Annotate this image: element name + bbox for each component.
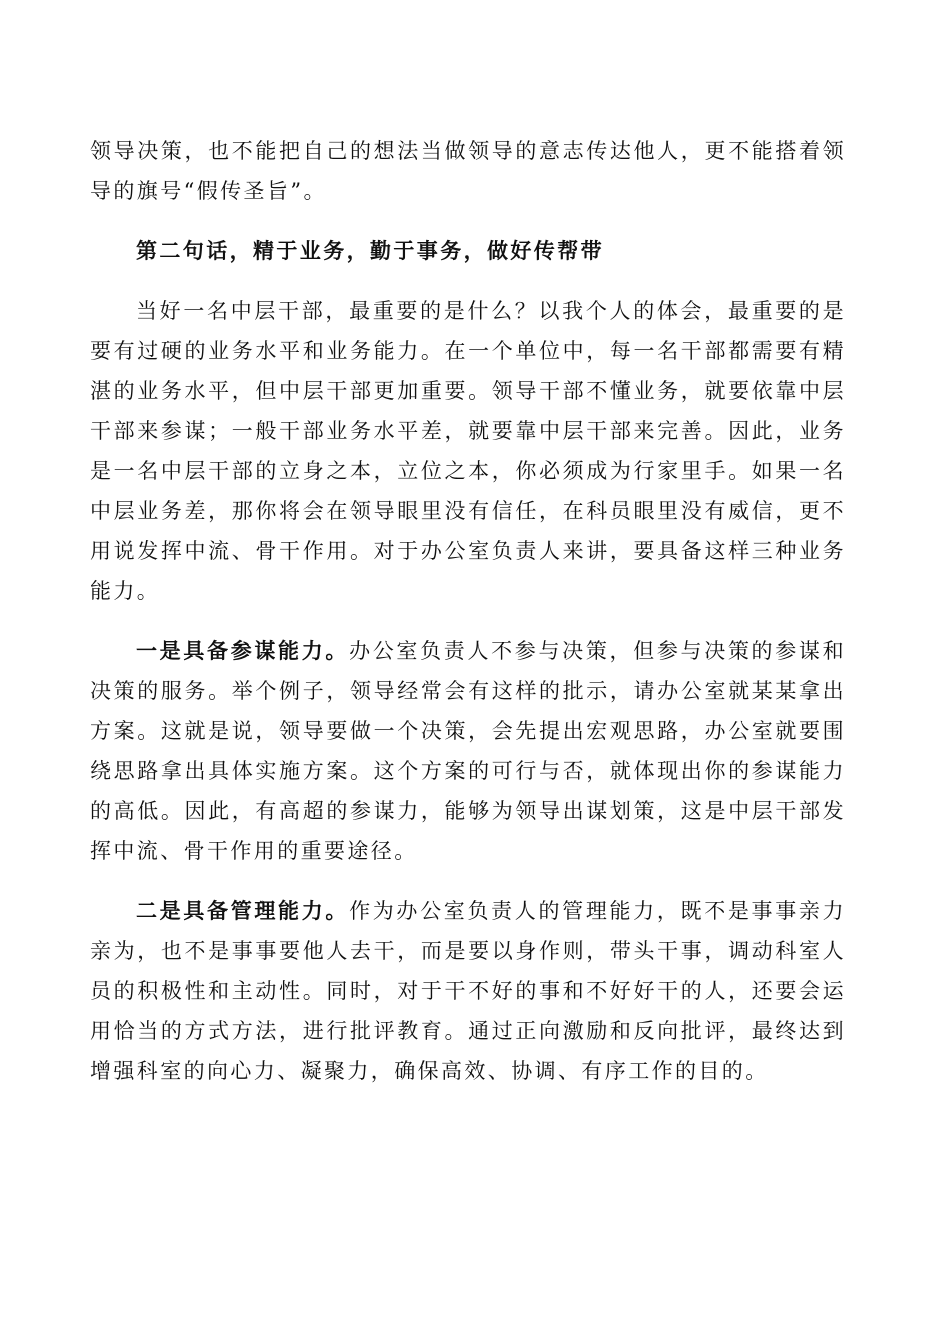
paragraph-lead-management: 二是具备管理能力。 bbox=[136, 898, 350, 923]
paragraph-intro: 当好一名中层干部，最重要的是什么？以我个人的体会，最重要的是要有过硬的业务水平和业务能力。在一个单位中，每一名干部都需要有精湛的业务水平，但中层干部更加重要。领导干部不懂业务，就要依靠中层干部来参谋；一般干部业务水平差，就要靠中层干部来完善。因此，业务是一名中层干部的立身之本，立位之本，你必须成为行家里手。如果一名中层业务差，那你将会在领导眼里没有信任，在科员眼里没有威信，更不用说发挥中流、骨干作用。对于办公室负责人来讲，要具备这样三种业务能力。 bbox=[90, 299, 846, 603]
paragraph-body-management: 作为办公室负责人的管理能力，既不是事事亲力亲为，也不是事事要他人去干，而是要以身作则，带头干事，调动科室人员的积极性和主动性。同时，对于干不好的事和不好好干的人，还要会运用恰当的方式方法，进行批评教育。通过正向激励和反向批评，最终达到增强科室的向心力、凝聚力，确保高效、协调、有序工作的目的。 bbox=[90, 899, 846, 1083]
document-body bbox=[90, 131, 846, 1111]
section-heading: 第二句话，精于业务，勤于事务，做好传帮带 bbox=[136, 238, 604, 263]
paragraph-management-ability bbox=[90, 891, 846, 1091]
paragraph-continuation: 领导决策，也不能把自己的想法当做领导的意志传达他人，更不能搭着领导的旗号“假传圣旨”。 bbox=[90, 139, 846, 203]
paragraph-lead-advisory: 一是具备参谋能力。 bbox=[136, 638, 350, 663]
paragraph-body-advisory: 办公室负责人不参与决策，但参与决策的参谋和决策的服务。举个例子，领导经常会有这样的批示，请办公室就某某拿出方案。这就是说，领导要做一个决策，会先提出宏观思路，办公室就要围绕思路拿出具体实施方案。这个方案的可行与否，就体现出你的参谋能力的高低。因此，有高超的参谋力，能够为领导出谋划策，这是中层干部发挥中流、骨干作用的重要途径。 bbox=[90, 639, 846, 863]
paragraph-advisory-ability bbox=[90, 631, 846, 871]
